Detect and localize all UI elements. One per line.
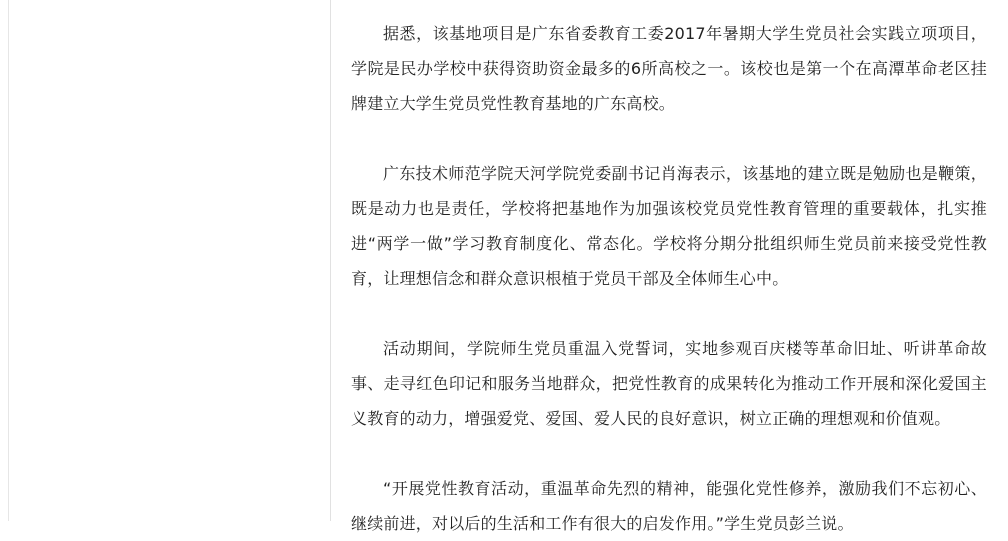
article-paragraph-4: “开展党性教育活动，重温革命先烈的精神，能强化党性修养，激励我们不忘初心、继续前进，对以后的生活和工作有很大的启发作用。”学生党员彭兰说。 bbox=[351, 479, 987, 533]
article-body bbox=[351, 0, 987, 533]
sidebar-panel bbox=[9, 0, 331, 521]
article-paragraph-3: 活动期间，学院师生党员重温入党誓词，实地参观百庆楼等革命旧址、听讲革命故事、走寻红色印记和服务当地群众，把党性教育的成果转化为推动工作开展和深化爱国主义教育的动力，增强爱党、爱国、爱人民的良好意识，树立正确的理想观和价值观。 bbox=[351, 339, 987, 428]
left-edge-divider bbox=[0, 0, 9, 521]
article-paragraph-1: 据悉，该基地项目是广东省委教育工委2017年暑期大学生党员社会实践立项项目，学院是民办学校中获得资助资金最多的6所高校之一。该校也是第一个在高潭革命老区挂牌建立大学生党员党性教育基地的广东高校。 bbox=[351, 24, 987, 113]
article-paragraph-2: 广东技术师范学院天河学院党委副书记肖海表示，该基地的建立既是勉励也是鞭策，既是动力也是责任，学校将把基地作为加强该校党员党性教育管理的重要载体，扎实推进“两学一做”学习教育制度化、常态化。学校将分期分批组织师生党员前来接受党性教育，让理想信念和群众意识根植于党员干部及全体师生心中。 bbox=[351, 164, 987, 288]
